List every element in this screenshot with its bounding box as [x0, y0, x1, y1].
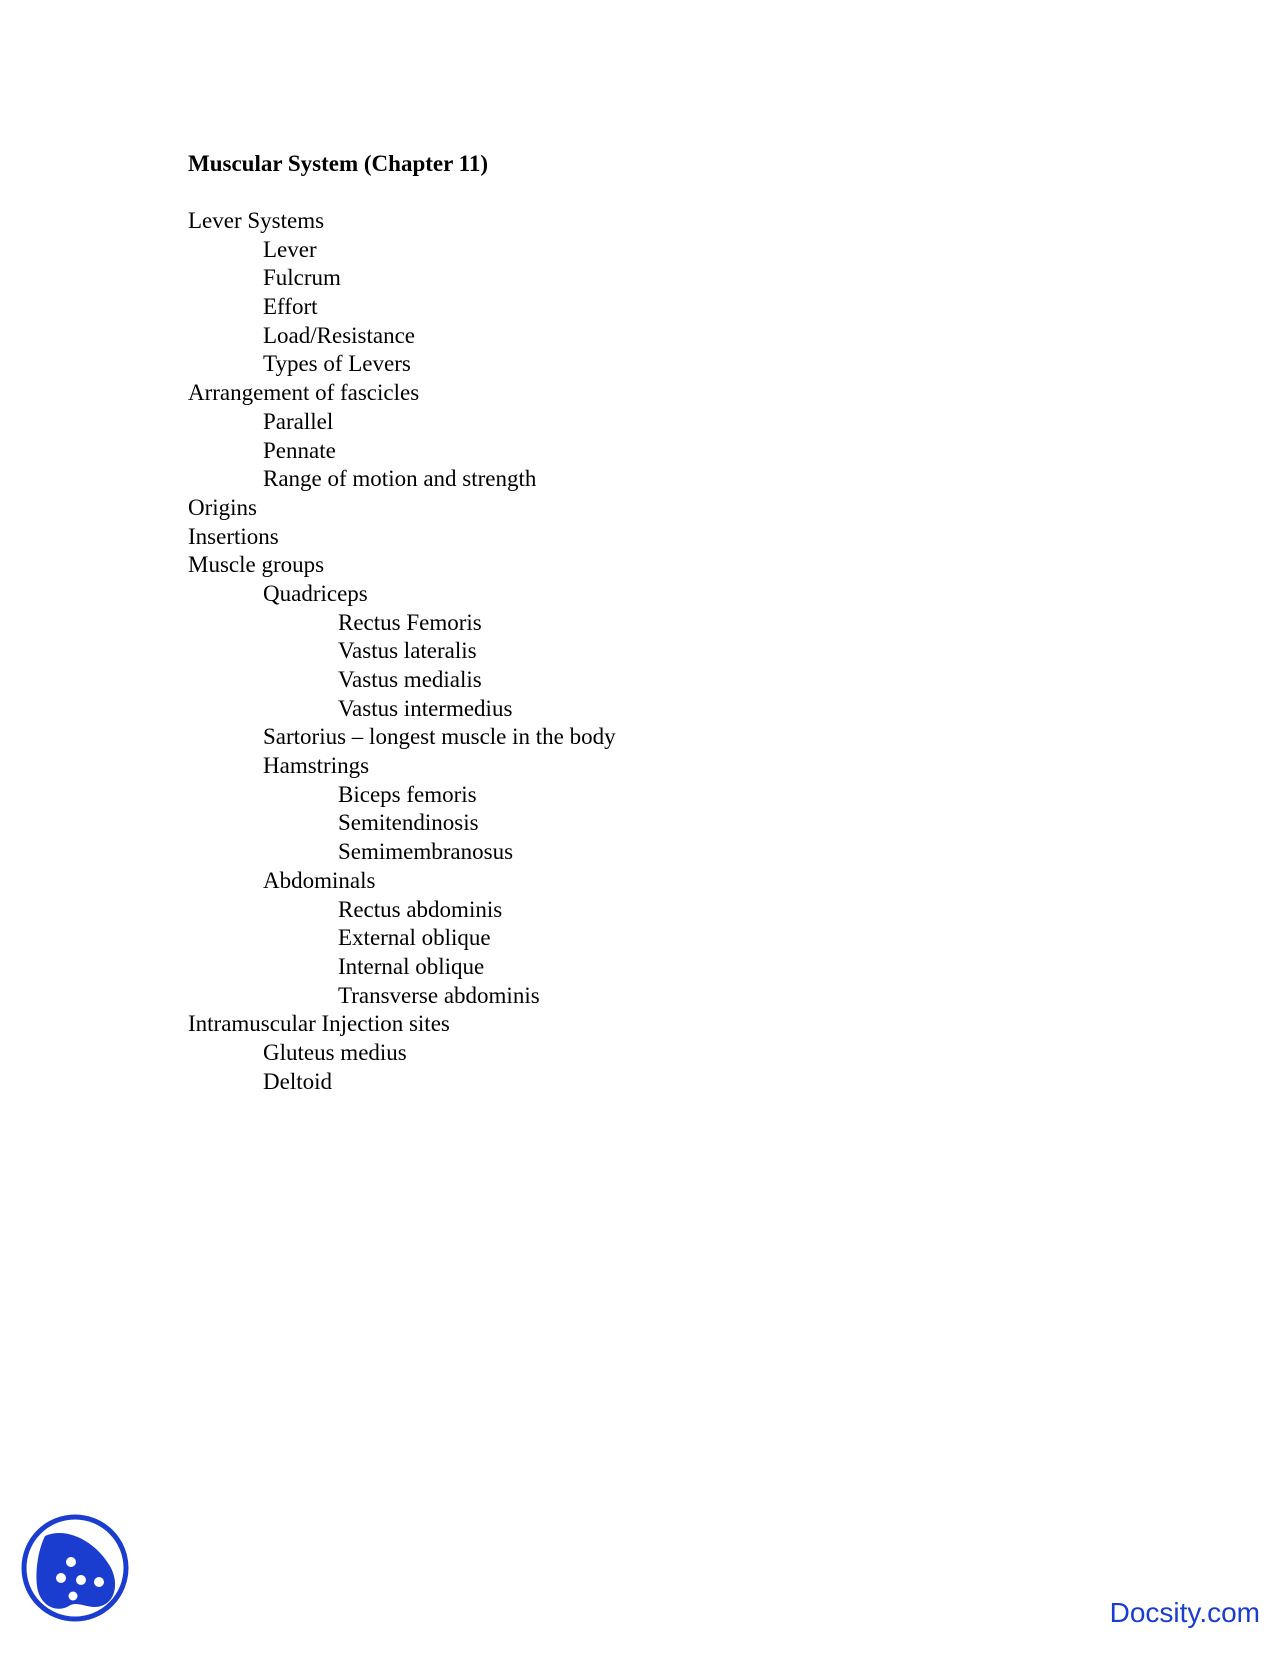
outline-item-level-1: Arrangement of fascicles: [188, 380, 420, 406]
docsity-logo-icon: [19, 1512, 131, 1624]
outline-item-level-2: Sartorius – longest muscle in the body: [263, 724, 616, 750]
outline-item-level-1: Intramuscular Injection sites: [188, 1011, 450, 1037]
outline-item-level-3: Internal oblique: [338, 953, 485, 979]
outline-item-level-3: Vastus medialis: [338, 667, 482, 692]
outline-item-level-2: Effort: [263, 294, 318, 320]
outline-item-level-2: Quadriceps: [263, 580, 368, 606]
outline-item-level-1: Muscle groups: [188, 552, 325, 578]
outline-item-level-3: Rectus Femoris: [338, 609, 482, 635]
outline-item-level-3: Semitendinosis: [338, 810, 479, 836]
outline-item-level-2: Pennate: [263, 437, 336, 463]
outline-item-level-1: Lever Systems: [188, 208, 325, 233]
outline-item-level-3: Transverse abdominis: [338, 982, 540, 1008]
outline-item-level-3: Semimembranosus: [338, 839, 514, 865]
outline-item-level-2: Gluteus medius: [263, 1039, 407, 1065]
outline-item-level-3: Vastus intermedius: [338, 695, 513, 721]
outline-item-level-3: Rectus abdominis: [338, 896, 503, 922]
outline-item-level-2: Lever: [263, 236, 317, 262]
topic-outline: [188, 207, 616, 1096]
outline-item-level-1: Insertions: [188, 523, 279, 549]
outline-item-level-2: Load/Resistance: [263, 322, 416, 348]
outline-item-level-3: External oblique: [338, 925, 491, 951]
outline-item-level-2: Deltoid: [263, 1068, 332, 1094]
document-title: Muscular System (Chapter 11): [188, 151, 489, 176]
outline-item-level-3: Biceps femoris: [338, 781, 477, 807]
outline-item-level-2: Abdominals: [263, 867, 376, 893]
outline-item-level-2: Range of motion and strength: [263, 466, 537, 492]
outline-item-level-2: Types of Levers: [263, 351, 411, 377]
outline-item-level-2: Hamstrings: [263, 753, 370, 779]
docsity-brand-link[interactable]: Docsity.com: [1109, 1597, 1260, 1628]
outline-item-level-3: Vastus lateralis: [338, 638, 477, 664]
outline-item-level-2: Fulcrum: [263, 265, 341, 291]
outline-item-level-2: Parallel: [263, 408, 334, 434]
outline-item-level-1: Origins: [188, 494, 257, 520]
